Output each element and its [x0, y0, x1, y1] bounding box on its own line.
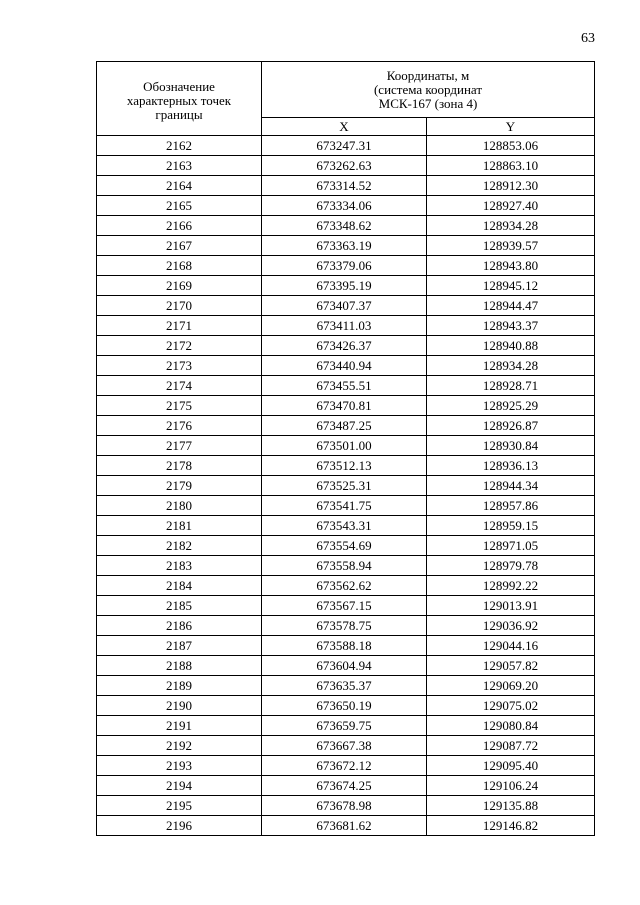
- x-cell: 673470.81: [262, 396, 427, 416]
- header-coordinates: [262, 62, 595, 118]
- x-cell: 673543.31: [262, 516, 427, 536]
- x-cell: 673512.13: [262, 456, 427, 476]
- x-cell: 673314.52: [262, 176, 427, 196]
- y-cell: 128940.88: [427, 336, 595, 356]
- point-id-cell: 2169: [97, 276, 262, 296]
- y-cell: 128992.22: [427, 576, 595, 596]
- table-row: [97, 476, 595, 496]
- y-cell: 128945.12: [427, 276, 595, 296]
- table-row: [97, 716, 595, 736]
- y-cell: 129135.88: [427, 796, 595, 816]
- point-id-cell: 2188: [97, 656, 262, 676]
- header-coords-line-2: (система координат: [373, 81, 483, 97]
- header-point-line-3: границы: [155, 106, 203, 122]
- point-id-cell: 2186: [97, 616, 262, 636]
- table-row: [97, 336, 595, 356]
- header-coords-line-3: МСК-167 (зона 4): [378, 95, 478, 111]
- table-row: [97, 316, 595, 336]
- y-cell: 128925.29: [427, 396, 595, 416]
- x-cell: 673411.03: [262, 316, 427, 336]
- point-id-cell: 2164: [97, 176, 262, 196]
- point-id-cell: 2180: [97, 496, 262, 516]
- x-cell: 673604.94: [262, 656, 427, 676]
- y-cell: 128936.13: [427, 456, 595, 476]
- x-cell: 673426.37: [262, 336, 427, 356]
- table-body: [97, 136, 595, 836]
- point-id-cell: 2168: [97, 256, 262, 276]
- x-cell: 673487.25: [262, 416, 427, 436]
- y-cell: 129075.02: [427, 696, 595, 716]
- table-row: [97, 416, 595, 436]
- x-cell: 673567.15: [262, 596, 427, 616]
- x-cell: 673455.51: [262, 376, 427, 396]
- table-row: [97, 276, 595, 296]
- x-cell: 673262.63: [262, 156, 427, 176]
- x-cell: 673363.19: [262, 236, 427, 256]
- x-cell: 673659.75: [262, 716, 427, 736]
- x-cell: 673681.62: [262, 816, 427, 836]
- point-id-cell: 2183: [97, 556, 262, 576]
- table-row: [97, 436, 595, 456]
- x-cell: 673395.19: [262, 276, 427, 296]
- table-row: [97, 396, 595, 416]
- x-cell: 673407.37: [262, 296, 427, 316]
- table-row: [97, 776, 595, 796]
- table-row: [97, 356, 595, 376]
- y-cell: 128979.78: [427, 556, 595, 576]
- table-row: [97, 216, 595, 236]
- table-row: [97, 496, 595, 516]
- x-cell: 673348.62: [262, 216, 427, 236]
- y-cell: 128957.86: [427, 496, 595, 516]
- table-row: [97, 176, 595, 196]
- point-id-cell: 2178: [97, 456, 262, 476]
- table-row: [97, 456, 595, 476]
- table-row: [97, 656, 595, 676]
- table-row: [97, 556, 595, 576]
- y-cell: 129095.40: [427, 756, 595, 776]
- table-row: [97, 236, 595, 256]
- point-id-cell: 2194: [97, 776, 262, 796]
- point-id-cell: 2173: [97, 356, 262, 376]
- x-cell: 673588.18: [262, 636, 427, 656]
- y-cell: 129036.92: [427, 616, 595, 636]
- point-id-cell: 2162: [97, 136, 262, 156]
- header-point-line-2: характерных точек: [126, 92, 232, 108]
- point-id-cell: 2192: [97, 736, 262, 756]
- x-cell: 673501.00: [262, 436, 427, 456]
- table-row: [97, 616, 595, 636]
- header-x: X: [262, 118, 427, 136]
- y-cell: 129146.82: [427, 816, 595, 836]
- x-cell: 673554.69: [262, 536, 427, 556]
- point-id-cell: 2165: [97, 196, 262, 216]
- table-row: [97, 516, 595, 536]
- point-id-cell: 2175: [97, 396, 262, 416]
- y-cell: 128928.71: [427, 376, 595, 396]
- table-row: [97, 636, 595, 656]
- x-cell: 673672.12: [262, 756, 427, 776]
- x-cell: 673247.31: [262, 136, 427, 156]
- x-cell: 673667.38: [262, 736, 427, 756]
- table-row: [97, 576, 595, 596]
- point-id-cell: 2179: [97, 476, 262, 496]
- table-row: [97, 196, 595, 216]
- table-row: [97, 756, 595, 776]
- table-row: [97, 136, 595, 156]
- point-id-cell: 2196: [97, 816, 262, 836]
- y-cell: 128863.10: [427, 156, 595, 176]
- y-cell: 129044.16: [427, 636, 595, 656]
- x-cell: 673635.37: [262, 676, 427, 696]
- point-id-cell: 2177: [97, 436, 262, 456]
- y-cell: 128971.05: [427, 536, 595, 556]
- point-id-cell: 2163: [97, 156, 262, 176]
- point-id-cell: 2174: [97, 376, 262, 396]
- y-cell: 128943.80: [427, 256, 595, 276]
- x-cell: 673541.75: [262, 496, 427, 516]
- point-id-cell: 2185: [97, 596, 262, 616]
- y-cell: 128927.40: [427, 196, 595, 216]
- point-id-cell: 2195: [97, 796, 262, 816]
- table-row: [97, 596, 595, 616]
- x-cell: 673678.98: [262, 796, 427, 816]
- table-row: [97, 156, 595, 176]
- point-id-cell: 2170: [97, 296, 262, 316]
- table-row: [97, 696, 595, 716]
- point-id-cell: 2191: [97, 716, 262, 736]
- point-id-cell: 2187: [97, 636, 262, 656]
- x-cell: 673334.06: [262, 196, 427, 216]
- x-cell: 673440.94: [262, 356, 427, 376]
- y-cell: 128943.37: [427, 316, 595, 336]
- y-cell: 128926.87: [427, 416, 595, 436]
- table-row: [97, 376, 595, 396]
- y-cell: 128912.30: [427, 176, 595, 196]
- y-cell: 129080.84: [427, 716, 595, 736]
- table-row: [97, 676, 595, 696]
- x-cell: 673379.06: [262, 256, 427, 276]
- y-cell: 129087.72: [427, 736, 595, 756]
- coordinates-table: [96, 61, 595, 836]
- y-cell: 128930.84: [427, 436, 595, 456]
- y-cell: 128934.28: [427, 216, 595, 236]
- x-cell: 673674.25: [262, 776, 427, 796]
- point-id-cell: 2181: [97, 516, 262, 536]
- x-cell: 673558.94: [262, 556, 427, 576]
- table-row: [97, 296, 595, 316]
- x-cell: 673578.75: [262, 616, 427, 636]
- y-cell: 129013.91: [427, 596, 595, 616]
- header-coords-line-1: Координаты, м: [386, 67, 470, 83]
- point-id-cell: 2190: [97, 696, 262, 716]
- x-cell: 673525.31: [262, 476, 427, 496]
- y-cell: 128959.15: [427, 516, 595, 536]
- table-row: [97, 796, 595, 816]
- table-row: [97, 256, 595, 276]
- y-cell: 128853.06: [427, 136, 595, 156]
- table-row: [97, 536, 595, 556]
- y-cell: 129057.82: [427, 656, 595, 676]
- point-id-cell: 2184: [97, 576, 262, 596]
- table-row: [97, 816, 595, 836]
- point-id-cell: 2172: [97, 336, 262, 356]
- point-id-cell: 2189: [97, 676, 262, 696]
- point-id-cell: 2171: [97, 316, 262, 336]
- header-y: Y: [427, 118, 595, 136]
- y-cell: 129069.20: [427, 676, 595, 696]
- y-cell: 129106.24: [427, 776, 595, 796]
- point-id-cell: 2166: [97, 216, 262, 236]
- header-point-line-1: Обозначение: [143, 78, 215, 94]
- y-cell: 128939.57: [427, 236, 595, 256]
- y-cell: 128944.47: [427, 296, 595, 316]
- point-id-cell: 2182: [97, 536, 262, 556]
- point-id-cell: 2193: [97, 756, 262, 776]
- y-cell: 128934.28: [427, 356, 595, 376]
- y-cell: 128944.34: [427, 476, 595, 496]
- x-cell: 673562.62: [262, 576, 427, 596]
- table-row: [97, 736, 595, 756]
- point-id-cell: 2176: [97, 416, 262, 436]
- x-cell: 673650.19: [262, 696, 427, 716]
- page-number: 63: [581, 31, 595, 46]
- point-id-cell: 2167: [97, 236, 262, 256]
- header-point-designation: [97, 62, 262, 136]
